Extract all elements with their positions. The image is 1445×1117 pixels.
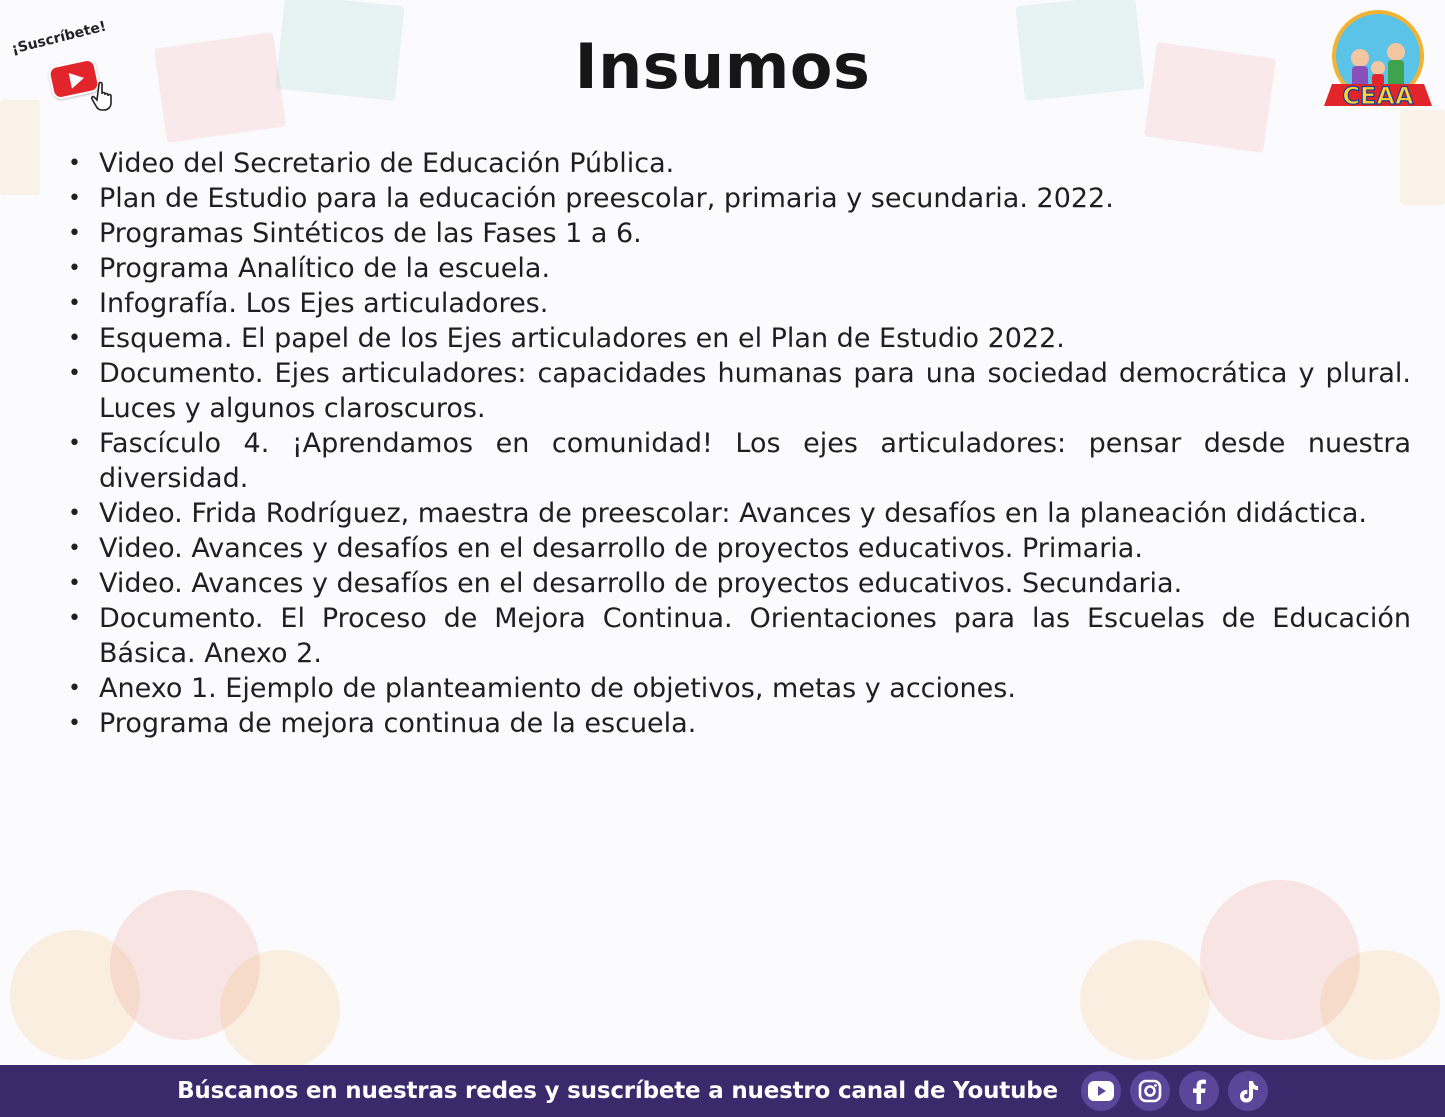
list-item: • Video. Frida Rodríguez, maestra de preescolar: Avances y desafíos en la planeación didáctica.: [68, 498, 1368, 529]
list-item: • Programas Sintéticos de las Fases 1 a 6.: [68, 218, 642, 249]
list-item: • Documento. Ejes articuladores: capacidades humanas para una sociedad democrática y plural. Luces y algunos claroscuros.: [68, 358, 1411, 424]
list-item: • Video. Avances y desafíos en el desarrollo de proyectos educativos. Secundaria.: [68, 568, 1183, 599]
list-item: • Esquema. El papel de los Ejes articuladores en el Plan de Estudio 2022.: [68, 323, 1065, 354]
list-item: • Fascículo 4. ¡Aprendamos en comunidad! Los ejes articuladores: pensar desde nuestra diversidad.: [68, 428, 1411, 494]
list-item: • Video. Avances y desafíos en el desarrollo de proyectos educativos. Primaria.: [68, 533, 1143, 564]
marigold-decoration: [1080, 940, 1210, 1060]
ceaa-logo: [1322, 10, 1434, 114]
page-title: Insumos: [574, 30, 871, 103]
list-item: • Programa Analítico de la escuela.: [68, 253, 551, 284]
footer-bar: [0, 1065, 1445, 1117]
marigold-decoration: [110, 890, 260, 1040]
list-item: • Programa de mejora continua de la escuela.: [68, 708, 697, 739]
facebook-icon[interactable]: [1179, 1071, 1219, 1111]
list-item: • Plan de Estudio para la educación preescolar, primaria y secundaria. 2022.: [68, 183, 1114, 214]
marigold-decoration: [1200, 880, 1360, 1040]
marigold-decoration: [220, 950, 340, 1070]
footer-text: Búscanos en nuestras redes y suscríbete a nuestro canal de Youtube: [177, 1078, 1058, 1104]
list-item: • Anexo 1. Ejemplo de planteamiento de objetivos, metas y acciones.: [68, 673, 1016, 704]
insumos-list: [66, 146, 1411, 741]
logo-text: CEAA: [1342, 82, 1414, 110]
marigold-decoration: [10, 930, 140, 1060]
instagram-icon[interactable]: [1130, 1071, 1170, 1111]
list-item: • Documento. El Proceso de Mejora Continua. Orientaciones para las Escuelas de Educación Básica. Anexo 2.: [68, 603, 1411, 669]
youtube-icon[interactable]: [1081, 1071, 1121, 1111]
tiktok-icon[interactable]: [1228, 1071, 1268, 1111]
papel-picado-decoration: [0, 100, 40, 195]
subscribe-label: ¡Suscríbete!: [10, 18, 108, 58]
marigold-decoration: [1320, 950, 1440, 1060]
list-item: • Video del Secretario de Educación Pública.: [68, 148, 675, 179]
list-item: • Infografía. Los Ejes articuladores.: [68, 288, 549, 319]
insumos-list-container: [66, 146, 1411, 741]
